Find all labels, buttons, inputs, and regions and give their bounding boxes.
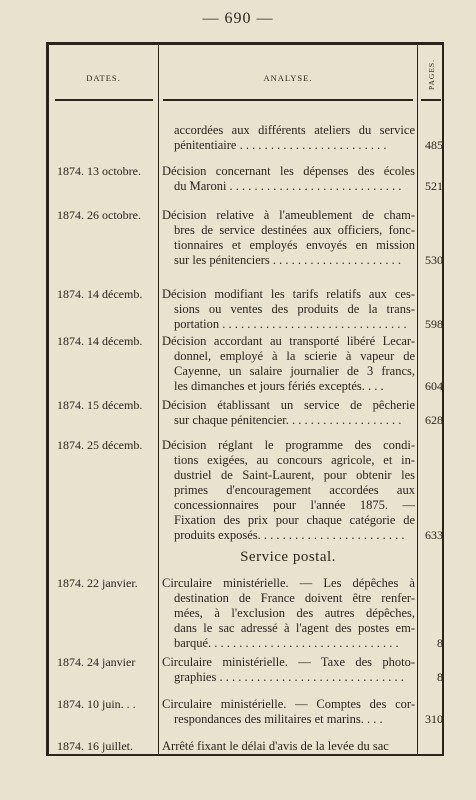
entry-page: 485 (425, 138, 443, 152)
entry-date: 1874. 15 décemb. (57, 398, 143, 412)
entry-line: sur les pénitenciers . . . . . . . . . . . . . . . . . . . . . (174, 253, 402, 267)
entry-page: 8 (437, 636, 443, 650)
entry-line: dustriel de Saint-Laurent, pour obtenir les (174, 468, 415, 482)
entry-line: Circulaire ministérielle. — Comptes des cor- (162, 697, 415, 711)
entry-line: sions ou ventes des produits de la trans- (174, 302, 415, 316)
entry-date: 1874. 24 janvier (57, 655, 136, 669)
entry-line: concessionnaires pour l'année 1875. — (174, 498, 415, 512)
entry-page: 628 (425, 413, 443, 427)
entry-line: dans le sac adressé à l'agent des postes em- (174, 621, 415, 635)
entry-line: Décision modifiant les tarifs relatifs aux ces- (162, 287, 415, 301)
entry-line: respondances des militaires et marins. . . . (174, 712, 383, 726)
entry-line: destination de France doivent être renfer- (174, 591, 415, 605)
entry-date: 1874. 22 janvier. (57, 576, 138, 590)
page-number: — 690 — (202, 10, 274, 27)
header-rule (421, 99, 441, 101)
entry-analysis (162, 576, 415, 651)
header-rule (163, 99, 413, 101)
entry-line: Décision accordant au transporté libéré Lecar- (162, 334, 415, 348)
entry-date: 1874. 10 juin. . . (57, 697, 136, 711)
column-divider (158, 45, 159, 754)
entry-line: Décision réglant le programme des condi- (162, 438, 415, 452)
entry-line: donnel, employé à la scierie à vapeur de (174, 349, 415, 363)
entry-line: Décision concernant les dépenses des écoles (162, 164, 415, 178)
entry-line: Circulaire ministérielle. — Taxe des photo- (162, 655, 415, 669)
entry-date: 1874. 14 décemb. (57, 334, 143, 348)
entry-line: graphies . . . . . . . . . . . . . . . . . . . . . . . . . . . . . . (174, 670, 404, 684)
entry-page: 633 (425, 528, 443, 542)
entry-analysis (162, 164, 415, 194)
entry-line: sur chaque pénitencier. . . . . . . . . . . . . . . . . . . (174, 413, 402, 427)
entry-analysis (162, 438, 415, 543)
entry-line: Décision relative à l'ameublement de cham- (162, 208, 415, 222)
entry-line: les dimanches et jours fériés exceptés. . . . (174, 379, 384, 393)
header-pages (418, 45, 445, 103)
entry-line: accordées aux différents ateliers du service (174, 123, 415, 137)
entry-line: bres de service destinées aux officiers, fonc- (174, 223, 415, 237)
entry-analysis (162, 655, 415, 685)
entry-line: Fixation des prix pour chaque catégorie de (174, 513, 415, 527)
header-pages-label: PAGES. (427, 58, 437, 90)
entry-date: 1874. 25 décemb. (57, 438, 143, 452)
entry-line: primes d'encouragement accordées aux (174, 483, 415, 497)
entry-page: 8 (437, 670, 443, 684)
header-analyse: ANALYSE. (263, 73, 313, 83)
entry-analysis (162, 739, 415, 754)
entry-line: du Maroni . . . . . . . . . . . . . . . . . . . . . . . . . . . . (174, 179, 402, 193)
entry-line: Circulaire ministérielle. — Les dépêches à (162, 576, 415, 590)
entry-analysis (162, 287, 415, 332)
entry-analysis (162, 208, 415, 268)
entry-page: 604 (425, 379, 443, 393)
entry-line: mées, à l'exclusion des autres dépêches, (174, 606, 415, 620)
entry-analysis (162, 697, 415, 727)
entry-analysis (162, 398, 415, 428)
entry-line: Cayenne, un salaire journalier de 3 francs, (174, 364, 415, 378)
header-dates: DATES. (86, 73, 121, 83)
entry-page: 521 (425, 179, 443, 193)
entry-line: portation . . . . . . . . . . . . . . . . . . . . . . . . . . . . . . (174, 317, 407, 331)
entry-page: 598 (425, 317, 443, 331)
entry-line: barqué. . . . . . . . . . . . . . . . . . . . . . . . . . . . . . . (174, 636, 399, 650)
entry-line: Décision établissant un service de pêcherie (162, 398, 415, 412)
entry-date: 1874. 26 octobre. (57, 208, 141, 222)
entry-date: 1874. 16 juillet. (57, 739, 133, 753)
entry-page: 530 (425, 253, 443, 267)
section-title: Service postal. (240, 549, 336, 565)
entry-line: Arrêté fixant le délai d'avis de la levée du sac (162, 739, 389, 753)
entry-date: 1874. 13 octobre. (57, 164, 141, 178)
entry-line: pénitentiaire . . . . . . . . . . . . . . . . . . . . . . . . (174, 138, 387, 152)
entry-date: 1874. 14 décemb. (57, 287, 143, 301)
entry-page: 310 (425, 712, 443, 726)
entry-analysis (162, 334, 415, 394)
header-rule (55, 99, 153, 101)
entry-line: produits exposés. . . . . . . . . . . . . . . . . . . . . . . . (174, 528, 405, 542)
entry-analysis (162, 123, 415, 153)
entry-line: tionnaires et employés envoyés en mission (174, 238, 415, 252)
index-table (46, 42, 444, 756)
entry-line: tions exigées, au concours agricole, et in- (174, 453, 415, 467)
